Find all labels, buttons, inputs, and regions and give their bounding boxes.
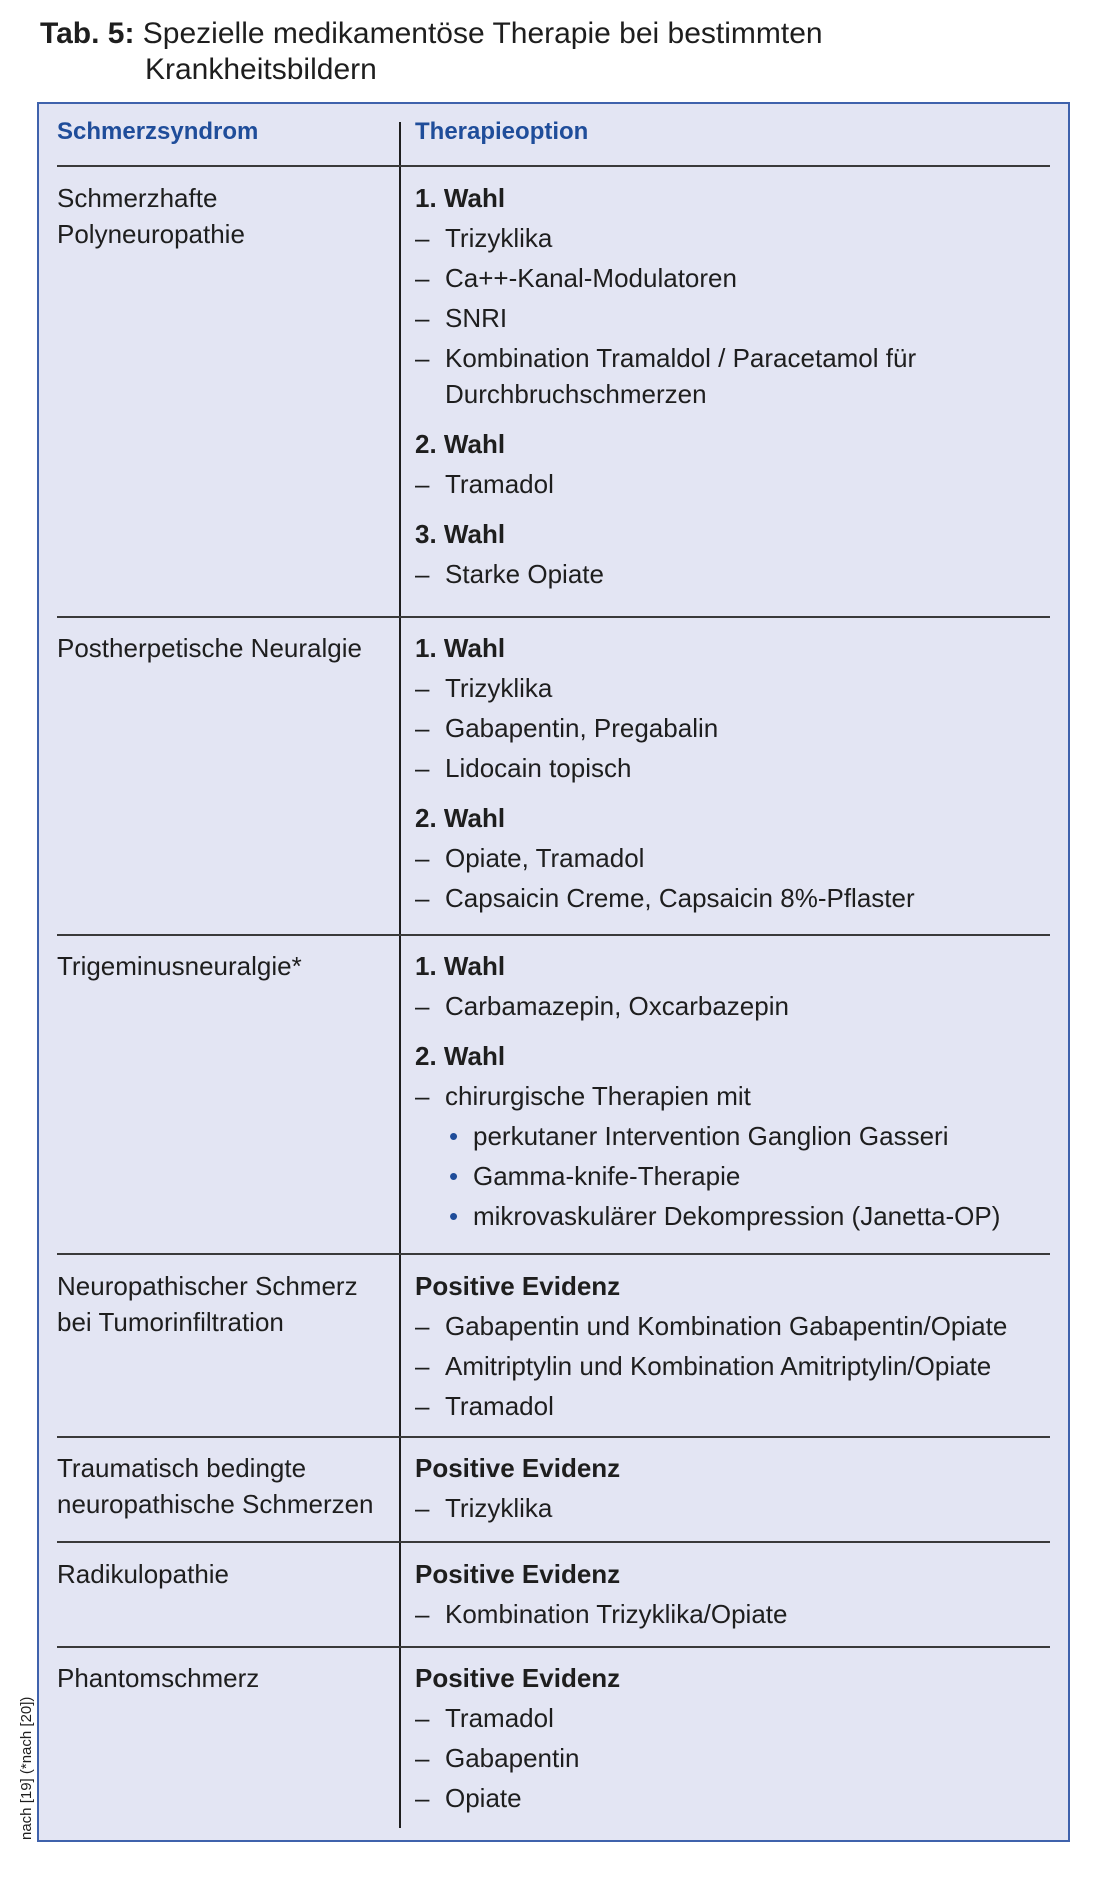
dash-icon: – (415, 713, 430, 743)
therapy-group-heading: 2. Wahl (415, 1041, 506, 1071)
dash-icon: – (415, 843, 430, 873)
dash-icon: – (415, 991, 430, 1021)
therapy-cell (415, 1556, 1055, 1646)
therapy-item (415, 750, 1055, 786)
therapy-item-text: Lidocain topisch (445, 753, 632, 783)
therapy-item-text: Amitriptylin und Kombination Amitriptylin/Opiate (445, 1351, 992, 1381)
therapy-item-text: Starke Opiate (445, 559, 604, 589)
source-note: nach [19] (*nach [20]) (18, 1696, 35, 1840)
table-caption (40, 16, 1060, 88)
therapy-item (415, 556, 1055, 592)
therapy-cell (415, 948, 1055, 1248)
syndrome-cell: Neuropathischer Schmerz bei Tumorinfiltration (57, 1271, 358, 1337)
therapy-item (415, 220, 1055, 256)
row-divider (57, 1541, 1050, 1543)
therapy-item (415, 1700, 1055, 1736)
dash-icon: – (415, 263, 430, 293)
therapy-item-text: Kombination Trizyklika/Opiate (445, 1599, 788, 1629)
therapy-item (415, 1596, 1055, 1632)
therapy-subitem-text: Gamma-knife-Therapie (473, 1161, 741, 1191)
dash-icon: – (415, 1599, 430, 1629)
therapy-item-text: Trizyklika (445, 1493, 553, 1523)
therapy-item (415, 466, 1055, 502)
therapy-item-text: Kombination Tramaldol / Paracetamol für Durchbruchschmerzen (445, 343, 917, 409)
therapy-item (415, 1740, 1055, 1776)
therapy-group-heading: Positive Evidenz (415, 1663, 621, 1693)
therapy-item (415, 1348, 1055, 1384)
therapy-subitem (415, 1198, 1055, 1234)
therapy-group (415, 800, 1055, 916)
therapy-group (415, 1268, 1055, 1424)
therapy-group (415, 516, 1055, 592)
syndrome-cell: Trigeminusneuralgie* (57, 951, 302, 981)
therapy-group (415, 630, 1055, 786)
therapy-subitem (415, 1158, 1055, 1194)
therapy-item (415, 1308, 1055, 1344)
dash-icon: – (415, 1351, 430, 1381)
dash-icon: – (415, 343, 430, 373)
bullet-icon: • (449, 1121, 459, 1151)
therapy-cell (415, 1450, 1055, 1540)
therapy-group (415, 180, 1055, 412)
dash-icon: – (415, 1783, 430, 1813)
therapy-item-text: Carbamazepin, Oxcarbazepin (445, 991, 789, 1021)
syndrome-cell: Radikulopathie (57, 1559, 230, 1589)
therapy-subitem (415, 1118, 1055, 1154)
syndrome-cell: Phantomschmerz (57, 1663, 260, 1693)
therapy-item-text: Tramadol (445, 469, 554, 499)
therapy-item-text: chirurgische Therapien mit (445, 1081, 751, 1111)
therapy-subitem-text: mikrovaskulärer Dekompression (Janetta-OP) (473, 1201, 1001, 1231)
therapy-item-text: Opiate, Tramadol (445, 843, 645, 873)
dash-icon: – (415, 1081, 430, 1111)
dash-icon: – (415, 1743, 430, 1773)
dash-icon: – (415, 753, 430, 783)
therapy-item (415, 1388, 1055, 1424)
therapy-item (415, 710, 1055, 746)
row-divider (57, 934, 1050, 936)
row-divider (57, 1646, 1050, 1648)
therapy-cell (415, 1268, 1055, 1438)
caption-text-line1: Spezielle medikamentöse Therapie bei bestimmten (142, 17, 823, 50)
therapy-group-heading: Positive Evidenz (415, 1453, 621, 1483)
therapy-group-heading: 1. Wahl (415, 633, 506, 663)
therapy-item (415, 1078, 1055, 1114)
therapy-cell (415, 630, 1055, 930)
caption-label: Tab. 5: (40, 17, 135, 50)
dash-icon: – (415, 559, 430, 589)
therapy-group (415, 1556, 1055, 1632)
dash-icon: – (415, 883, 430, 913)
therapy-cell (415, 1660, 1055, 1830)
therapy-item-text: Tramadol (445, 1703, 554, 1733)
therapy-item-text: Gabapentin und Kombination Gabapentin/Opiate (445, 1311, 1008, 1341)
therapy-item-text: Tramadol (445, 1391, 554, 1421)
syndrome-cell: Traumatisch bedingte neuropathische Schmerzen (57, 1453, 374, 1519)
therapy-group-heading: 1. Wahl (415, 951, 506, 981)
dash-icon: – (415, 673, 430, 703)
therapy-item (415, 1780, 1055, 1816)
therapy-group-heading: 2. Wahl (415, 429, 506, 459)
therapy-group (415, 426, 1055, 502)
therapy-cell (415, 180, 1055, 606)
therapy-item (415, 260, 1055, 296)
therapy-item (415, 840, 1055, 876)
therapy-item (415, 988, 1055, 1024)
therapy-item (415, 880, 1055, 916)
therapy-group (415, 1660, 1055, 1816)
dash-icon: – (415, 1391, 430, 1421)
dash-icon: – (415, 1311, 430, 1341)
therapy-item-text: Trizyklika (445, 673, 553, 703)
bullet-icon: • (449, 1161, 459, 1191)
therapy-item (415, 300, 1055, 336)
dash-icon: – (415, 1703, 430, 1733)
therapy-item (415, 340, 1055, 412)
dash-icon: – (415, 303, 430, 333)
therapy-item-text: Opiate (445, 1783, 522, 1813)
therapy-item-text: SNRI (445, 303, 508, 333)
therapy-item-text: Capsaicin Creme, Capsaicin 8%-Pflaster (445, 883, 915, 913)
therapy-item (415, 670, 1055, 706)
therapy-group-heading: 1. Wahl (415, 183, 506, 213)
bullet-icon: • (449, 1201, 459, 1231)
therapy-item-text: Gabapentin, Pregabalin (445, 713, 719, 743)
therapy-group-heading: 3. Wahl (415, 519, 506, 549)
therapy-group (415, 1450, 1055, 1526)
therapy-group-heading: Positive Evidenz (415, 1271, 621, 1301)
dash-icon: – (415, 1493, 430, 1523)
syndrome-cell: Schmerzhafte Polyneuropathie (57, 183, 245, 249)
dash-icon: – (415, 469, 430, 499)
therapy-group (415, 1038, 1055, 1234)
caption-text-line2: Krankheitsbildern (145, 53, 377, 86)
therapy-group-heading: 2. Wahl (415, 803, 506, 833)
therapy-group (415, 948, 1055, 1024)
row-divider (57, 1253, 1050, 1255)
syndrome-cell: Postherpetische Neuralgie (57, 633, 362, 663)
header-therapieoption: Therapieoption (415, 118, 589, 145)
header-schmerzsyndrom: Schmerzsyndrom (57, 118, 259, 145)
column-divider (399, 122, 401, 1828)
therapy-group-heading: Positive Evidenz (415, 1559, 621, 1589)
therapy-item (415, 1490, 1055, 1526)
dash-icon: – (415, 223, 430, 253)
therapy-item-text: Gabapentin (445, 1743, 580, 1773)
therapy-subitem-text: perkutaner Intervention Ganglion Gasseri (473, 1121, 949, 1151)
row-divider (57, 165, 1050, 167)
row-divider (57, 616, 1050, 618)
therapy-item-text: Ca++-Kanal-Modulatoren (445, 263, 737, 293)
therapy-item-text: Trizyklika (445, 223, 553, 253)
